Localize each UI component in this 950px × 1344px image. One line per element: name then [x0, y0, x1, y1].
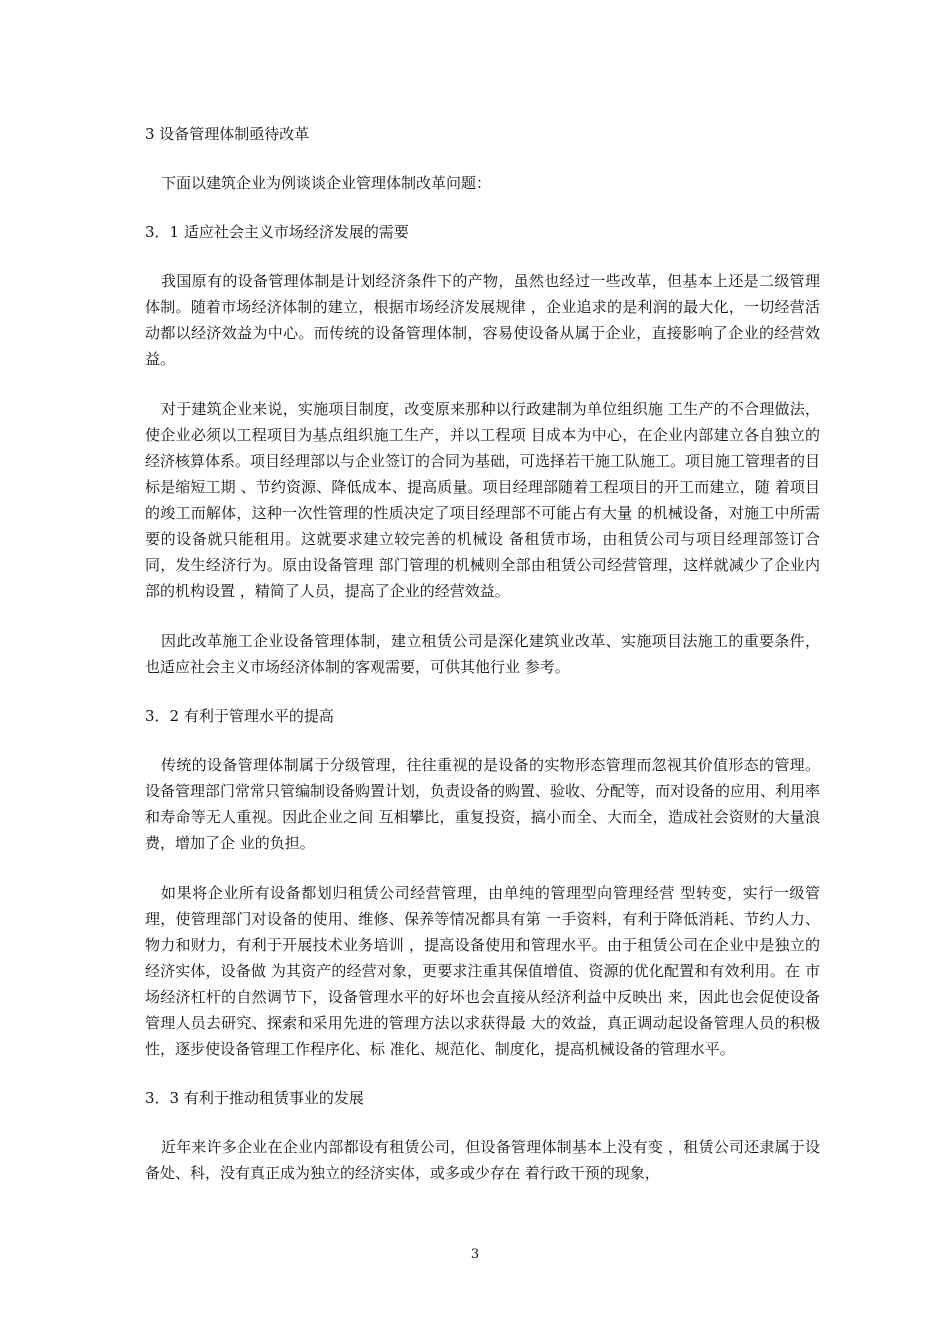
page-number: 3 [470, 1247, 480, 1262]
section-heading-3-3: 3．3 有利于推动租赁事业的发展 [145, 1089, 364, 1107]
paragraph-3-1-c: 因此改革施工企业设备管理体制，建立租赁公司是深化建筑业改革、实施项目法施工的重要条件，也适应社会主义市场经济体制的客观需要，可供其他行业 参考。 [145, 632, 820, 676]
section-heading-3: 3 设备管理体制亟待改革 [145, 125, 310, 143]
paragraph-3-1-a: 我国原有的设备管理体制是计划经济条件下的产物，虽然也经过一些改革，但基本上还是二级管理体制。随着市场经济体制的建立，根据市场经济发展规律 ，企业追求的是利润的最大化，一切经营活动都以经济效益为中心。而传统的设备管理体制，容易使设备从属于企业，直接影响了企业的经营效益。 [145, 272, 820, 368]
section-heading-3-2: 3．2 有利于管理水平的提高 [145, 707, 334, 725]
paragraph-3-2-b: 如果将企业所有设备都划归租赁公司经营管理，由单纯的管理型向管理经营 型转变，实行一级管理，使管理部门对设备的使用、维修、保养等情况都具有第 一手资料，有利于降低消耗、节约人力、物力和财力，有利于开展技术业务培训 ，提高设备使用和管理水平。由于租赁公司在企业中是独立的经济实体，设备做 为其资产的经营对象，更要求注重其保值增值、资源的优化配置和有效利用。在 市场经济杠杆的自然调节下，设备管理水平的好坏也会直接从经济利益中反映出 来，因此也会促使设备管理人员去研究、探索和采用先进的管理方法以求获得最 大的效益，真正调动起设备管理人员的积极性，逐步使设备管理工作程序化、标 准化、规范化、制度化，提高机械设备的管理水平。 [145, 884, 820, 1058]
paragraph-3-3-a: 近年来许多企业在企业内部都设有租赁公司，但设备管理体制基本上没有变 ，租赁公司还隶属于设备处、科，没有真正成为独立的经济实体，或多或少存在 着行政干预的现象， [145, 1138, 820, 1182]
paragraph-3-2-a: 传统的设备管理体制属于分级管理，往往重视的是设备的实物形态管理而忽视其价值形态的管理。设备管理部门常常只管编制设备购置计划，负责设备的购置、验收、分配等，而对设备的应用、利用率和寿命等无人重视。因此企业之间 互相攀比，重复投资，搞小而全、大而全，造成社会资财的大量浪费，增加了企 业的负担。 [145, 756, 821, 852]
paragraph-3-1-b: 对于建筑企业来说，实施项目制度，改变原来那种以行政建制为单位组织施 工生产的不合理做法，使企业必须以工程项目为基点组织施工生产，并以工程项 目成本为中心，在企业内部建立各自独立的经济核算体系。项目经理部以与企业签订的合同为基础，可选择若干施工队施工。项目施工管理者的目标是缩短工期 、节约资源、降低成本、提高质量。项目经理部随着工程项目的开工而建立，随 着项目的竣工而解体，这种一次性管理的性质决定了项目经理部不可能占有大量 的机械设备，对施工中所需要的设备就只能租用。这就要求建立较完善的机械设 备租赁市场，由租赁公司与项目经理部签订合同，发生经济行为。原由设备管理 部门管理的机械则全部由租赁公司经营管理，这样就减少了企业内部的机构设置 ，精简了人员，提高了企业的经营效益。 [145, 400, 821, 600]
document-body [145, 122, 820, 1186]
section-heading-3-1: 3．1 适应社会主义市场经济发展的需要 [145, 223, 409, 241]
intro-paragraph: 下面以建筑企业为例谈谈企业管理体制改革问题： [161, 174, 492, 192]
